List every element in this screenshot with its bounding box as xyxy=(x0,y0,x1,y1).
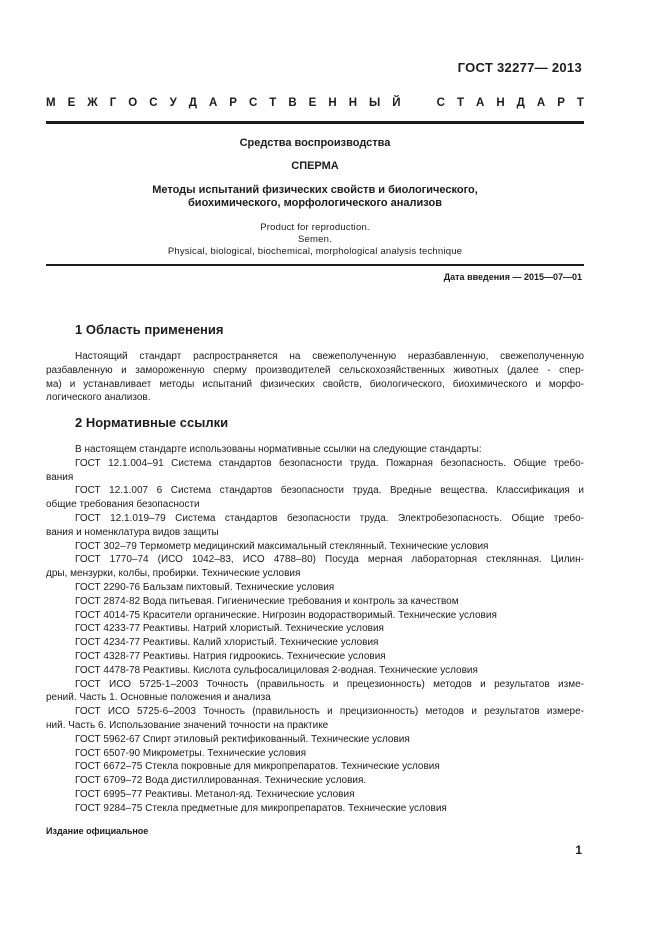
banner-letter: Г xyxy=(109,97,117,109)
banner-letter: Р xyxy=(557,97,565,109)
text-line: ГОСТ 4478-78 Реактивы. Кислота сульфосалициловая 2-водная. Технические условия xyxy=(75,664,478,676)
text-line: ГОСТ 5962-67 Спирт этиловый ректификованный. Технические условия xyxy=(75,733,410,745)
text-line: ГОСТ 6709–72 Вода дистиллированная. Технические условия. xyxy=(75,775,367,787)
banner-letter: Е xyxy=(67,97,76,109)
interstate-standard-banner xyxy=(46,97,584,109)
banner-letter: О xyxy=(128,97,138,109)
title-rule xyxy=(46,264,584,266)
text-line: ГОСТ 2290-76 Бальзам пихтовый. Технические условия xyxy=(75,581,335,593)
text-line: В настоящем стандарте использованы нормативные ссылки на следующие стандарты: xyxy=(75,444,482,455)
banner-letter: А xyxy=(208,97,218,109)
banner-letter: Ж xyxy=(87,97,98,109)
text-line: ГОСТ ИСО 5725-1–2003 Точность (правильность и прецезионность) методов и результатов изме- xyxy=(75,678,584,690)
text-line: ГОСТ 4233-77 Реактивы. Натрий хлористый. Технические условия xyxy=(75,623,384,635)
document-subject: Средства воспроизводства xyxy=(239,137,391,149)
text-line: ГОСТ 12.1.004–91 Система стандартов безопасности труда. Пожарная безопасность. Общие требо- xyxy=(75,457,584,469)
text-line: общие требования безопасности xyxy=(46,499,200,511)
banner-letter: У xyxy=(169,97,177,109)
text-line: ний. Часть 6. Использование значений точности на практике xyxy=(46,719,329,731)
text-line: ГОСТ 2874-82 Вода питьевая. Гигиенические требования и контроль за качеством xyxy=(75,595,459,607)
document-title: СПЕРМА xyxy=(291,160,339,172)
text-line: ГОСТ 6672–75 Стекла покровные для микропрепаратов. Технические условия xyxy=(75,761,440,773)
header-rule xyxy=(46,121,584,124)
text-line: ГОСТ 302–79 Термометр медицинский максимальный стеклянный. Технические условия xyxy=(75,540,489,552)
page-number: 1 xyxy=(575,843,582,857)
banner-letter: Ы xyxy=(369,97,381,109)
banner-letter: Н xyxy=(348,97,357,109)
text-line: ГОСТ 9284–75 Стекла предметные для микропрепаратов. Технические условия xyxy=(75,802,447,814)
text-line: ГОСТ 12.1.007 6 Система стандартов безопасности труда. Вредные вещества. Классификация и xyxy=(75,485,584,497)
banner-letter: С xyxy=(248,97,258,109)
text-line: дры, мензурки, колбы, пробирки. Технические условия xyxy=(46,568,301,580)
banner-letter: Т xyxy=(269,97,277,109)
text-line: ГОСТ 1770–74 (ИСО 1042–83, ИСО 4788–80) Посуда мерная лабораторная стеклянная. Цилин- xyxy=(75,554,584,566)
banner-letter: Н xyxy=(496,97,505,109)
text-line: вания xyxy=(46,471,74,483)
banner-letter: Й xyxy=(392,97,401,109)
banner-letter: Д xyxy=(516,97,525,109)
text-line: логического анализов. xyxy=(46,392,151,404)
section-heading-normative-references: 2 Нормативные ссылки xyxy=(75,415,229,430)
methods-line: биохимического, морфологического анализов xyxy=(188,197,442,209)
english-title-line: Semen. xyxy=(298,234,332,245)
banner-letter: М xyxy=(46,97,56,109)
normative-references-list xyxy=(46,443,584,816)
text-line: Настоящий стандарт распространяется на свежеполученную неразбавленную, свежеполученную xyxy=(75,351,584,362)
banner-letter: Е xyxy=(308,97,317,109)
banner-letter: Т xyxy=(576,97,584,109)
text-line: ГОСТ 6995–77 Реактивы. Метанол-яд. Технические условия xyxy=(75,788,355,800)
banner-letter: С xyxy=(436,97,445,109)
official-edition-label: Издание официальное xyxy=(46,826,149,836)
scope-paragraph xyxy=(46,350,584,405)
english-title-line: Product for reproduction. xyxy=(260,222,370,233)
text-line: ма) и устанавливает методы испытаний физических свойств, биологического, биохимического и морфо- xyxy=(46,378,584,390)
banner-letter: Р xyxy=(229,97,237,109)
banner-letter: Т xyxy=(456,97,464,109)
banner-letter: С xyxy=(149,97,158,109)
banner-letter: Д xyxy=(188,97,197,109)
english-title xyxy=(46,222,584,258)
gost-number: ГОСТ 32277— 2013 xyxy=(457,60,582,75)
text-line: рений. Часть 1. Основные положения и анализа xyxy=(46,692,271,704)
text-line: ГОСТ 6507-90 Микрометры. Технические условия xyxy=(75,747,307,759)
text-line: ГОСТ 4328-77 Реактивы. Натрия гидроокись. Технические условия xyxy=(75,650,386,662)
text-line: ГОСТ 4234-77 Реактивы. Калий хлористый. Технические условия xyxy=(75,637,379,649)
section-heading-scope: 1 Область применения xyxy=(75,322,224,337)
text-line: ГОСТ 12.1.019–79 Система стандартов безопасности труда. Электробезопасность. Общие требо- xyxy=(75,512,584,524)
text-line: ГОСТ ИСО 5725-6–2003 Точность (правильность и прецизионность) методов и результатов измере- xyxy=(75,706,584,718)
banner-letter: В xyxy=(288,97,297,109)
introduction-date: Дата введения — 2015—07—01 xyxy=(443,272,582,282)
methods-line: Методы испытаний физических свойств и биологического, xyxy=(152,184,478,196)
document-methods-title xyxy=(46,184,584,210)
english-title-line: Physical, biological, biochemical, morphological analysis technique xyxy=(167,246,463,257)
text-line: ГОСТ 4014-75 Красители органические. Нигрозин водорастворимый. Технические условия xyxy=(75,609,497,621)
banner-letter: Н xyxy=(328,97,337,109)
banner-letter: А xyxy=(475,97,485,109)
text-line: разбавленную и замороженную сперму производителей сельскохозяйственных животных (далее - спер- xyxy=(46,364,584,376)
banner-letter: А xyxy=(536,97,546,109)
text-line: вания и номенклатура видов защиты xyxy=(46,526,219,538)
